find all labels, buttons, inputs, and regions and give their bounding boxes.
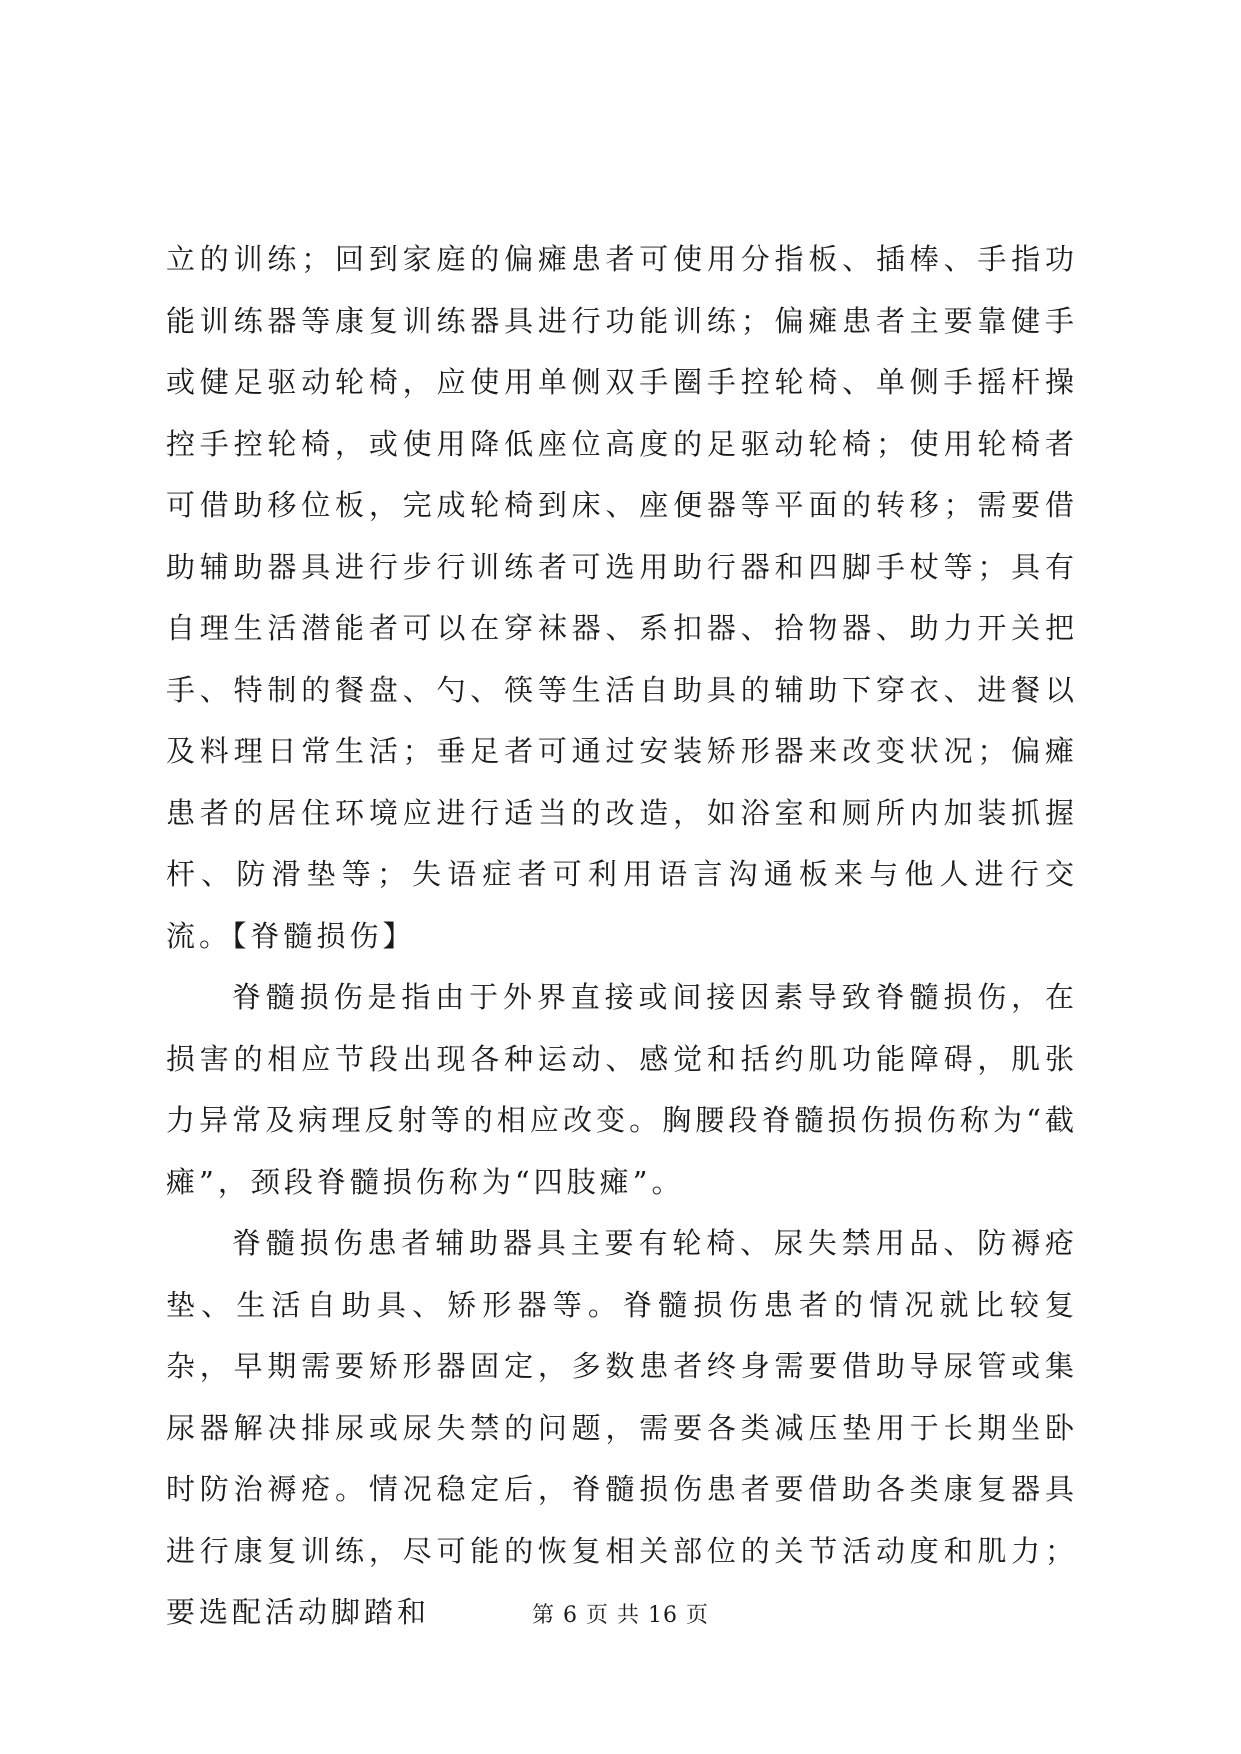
body-text bbox=[166, 229, 1078, 1644]
paragraph-spinal-injury-devices: 脊髓损伤患者辅助器具主要有轮椅、尿失禁用品、防褥疮垫、生活自助具、矫形器等。脊髓损伤患者的情况就比较复杂，早期需要矫形器固定，多数患者终身需要借助导尿管或集尿器解决排尿或尿失禁的问题，需要各类减压垫用于长期坐卧时防治褥疮。情况稳定后，脊髓损伤患者要借助各类康复器具进行康复训练，尽可能的恢复相关部位的关节活动度和肌力；要选配活动脚踏和 bbox=[166, 1226, 1078, 1629]
paragraph-continuation: 立的训练；回到家庭的偏瘫患者可使用分指板、插棒、手指功能训练器等康复训练器具进行功能训练；偏瘫患者主要靠健手或健足驱动轮椅，应使用单侧双手圈手控轮椅、单侧手摇杆操控手控轮椅，或使用降低座位高度的足驱动轮椅；使用轮椅者可借助移位板，完成轮椅到床、座便器等平面的转移；需要借助辅助器具进行步行训练者可选用助行器和四脚手杖等；具有自理生活潜能者可以在穿袜器、系扣器、拾物器、助力开关把手、特制的餐盘、勺、筷等生活自助具的辅助下穿衣、进餐以及料理日常生活；垂足者可通过安装矫形器来改变状况；偏瘫患者的居住环境应进行适当的改造，如浴室和厕所内加装抓握杆、防滑垫等；失语症者可利用语言沟通板来与他人进行交流。【脊髓损伤】 bbox=[166, 242, 1078, 953]
paragraph-spinal-injury-definition: 脊髓损伤是指由于外界直接或间接因素导致脊髓损伤，在损害的相应节段出现各种运动、感觉和括约肌功能障碍，肌张力异常及病理反射等的相应改变。胸腰段脊髓损伤损伤称为“截瘫”，颈段脊髓损伤称为“四肢瘫”。 bbox=[166, 980, 1078, 1199]
page-number-footer: 第 6 页 共 16 页 bbox=[532, 1603, 709, 1628]
